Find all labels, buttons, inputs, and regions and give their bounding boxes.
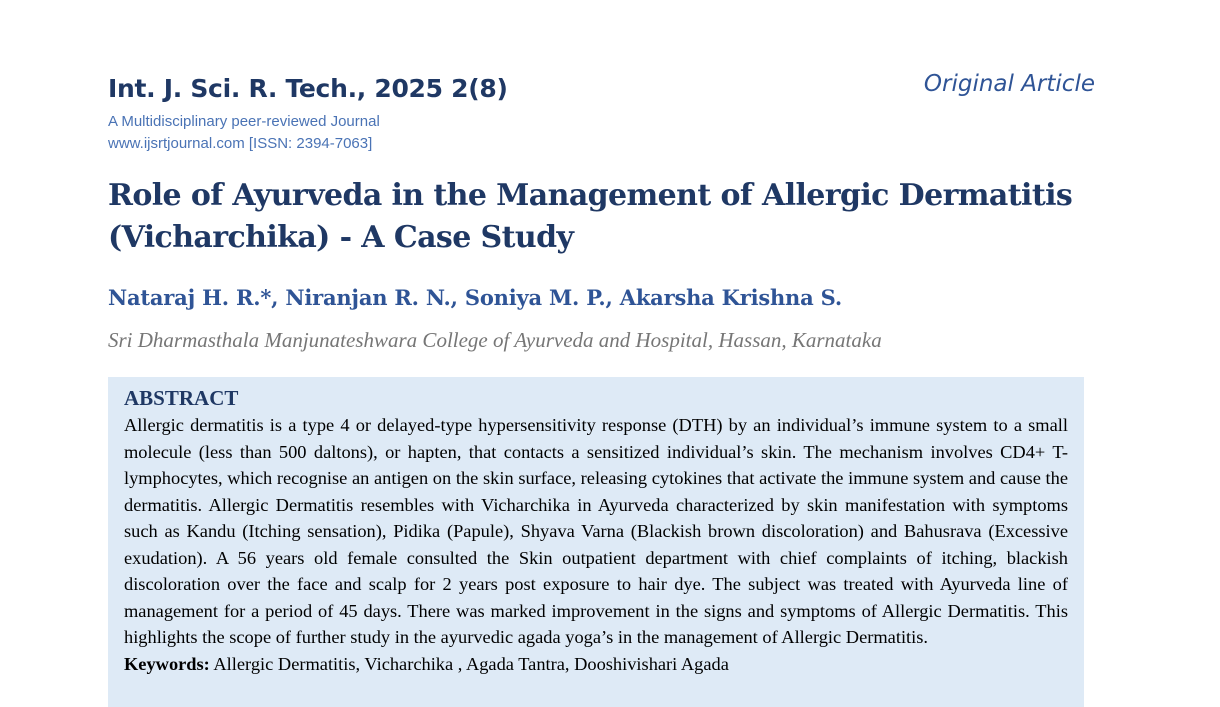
author-list: Nataraj H. R.*, Niranjan R. N., Soniya M. P., Akarsha Krishna S. bbox=[108, 285, 842, 310]
journal-subtitle: A Multidisciplinary peer-reviewed Journal bbox=[108, 113, 380, 130]
abstract-section bbox=[108, 377, 1084, 707]
journal-citation: Int. J. Sci. R. Tech., 2025 2(8) bbox=[108, 74, 508, 103]
keywords-label: Keywords: bbox=[124, 653, 210, 674]
keywords-list: Allergic Dermatitis, Vicharchika , Agada Tantra, Dooshivishari Agada bbox=[209, 653, 729, 674]
article-type-label: Original Article bbox=[923, 71, 1095, 97]
keywords-line bbox=[124, 651, 1068, 678]
author-affiliation: Sri Dharmasthala Manjunateshwara College of Ayurveda and Hospital, Hassan, Karnataka bbox=[108, 328, 882, 352]
paper-title: Role of Ayurveda in the Management of Allergic Dermatitis (Vicharchika) - A Case Study bbox=[108, 178, 1073, 255]
journal-website[interactable]: www.ijsrtjournal.com [ISSN: 2394-7063] bbox=[108, 135, 373, 152]
abstract-heading: ABSTRACT bbox=[124, 386, 239, 410]
abstract-text: Allergic dermatitis is a type 4 or delayed-type hypersensitivity response (DTH) by an individual’s immune system to a small molecule (less than 500 daltons), or hapten, that contacts a sensitized individual’s skin. The mechanism involves CD4+ T-lymphocytes, which recognise an antigen on the skin surface, releasing cytokines that activate the immune system and cause the dermatitis. Allergic Dermatitis resembles with Vicharchika in Ayurveda characterized by skin manifestation with symptoms such as Kandu (Itching sensation), Pidika (Papule), Shyava Varna (Blackish brown discoloration) and Bahusrava (Excessive exudation). A 56 years old female consulted the Skin outpatient department with chief complaints of itching, blackish discoloration over the face and scalp for 2 years post exposure to hair dye. The subject was treated with Ayurveda line of management for a period of 45 days. There was marked improvement in the signs and symptoms of Allergic Dermatitis. This highlights the scope of further study in the ayurvedic agada yoga’s in the management of Allergic Dermatitis. bbox=[124, 415, 1068, 647]
